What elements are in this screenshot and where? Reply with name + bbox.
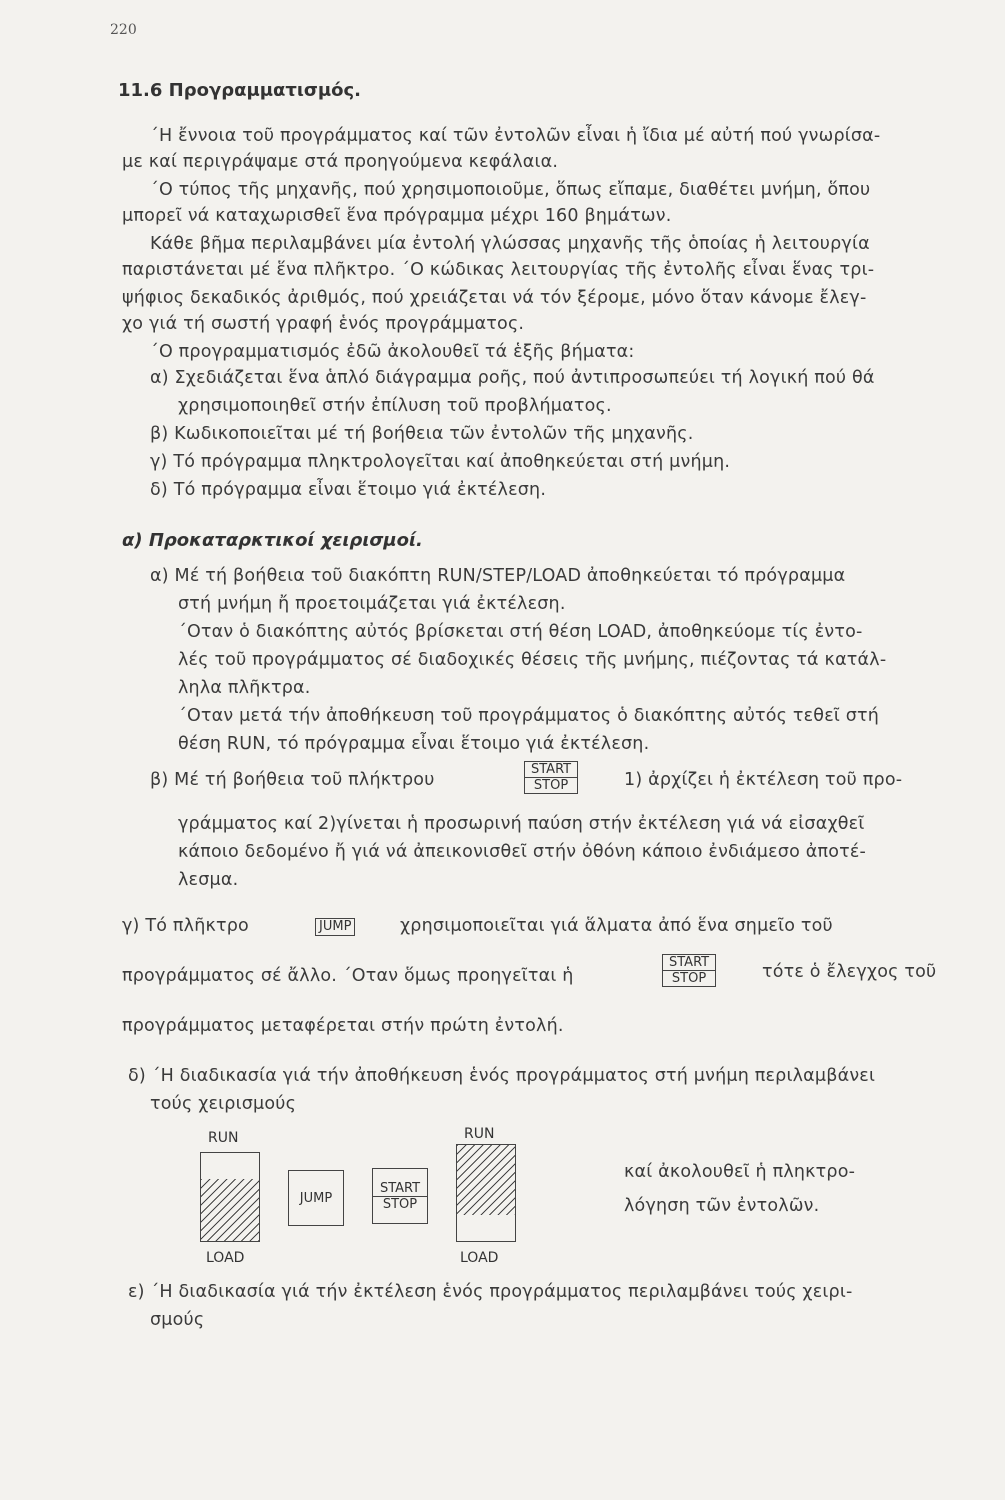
intro-line-7: ψήφιος δεκαδικός ἀριθμός, πού χρειάζεται νά τόν ξέρομε, μόνο ὅταν κάνομε ἔλεγ- <box>122 288 867 308</box>
switch1-load-position-hatch <box>201 1179 259 1241</box>
run-load-switch-1 <box>200 1152 260 1242</box>
intro-line-3: ΄Ο τύπος τῆς μηχανῆς, πού χρησιμοποιοῦμε, ὅπως εἴπαμε, διαθέτει μνήμη, ὅπου <box>150 180 871 200</box>
start-stop-key-diagram <box>372 1168 428 1224</box>
run-load-switch-2 <box>456 1144 516 1242</box>
switch1-run-label: RUN <box>208 1130 239 1146</box>
start-label-2: START <box>669 955 710 970</box>
switch2-run-position-hatch <box>457 1145 515 1215</box>
subsection-title: α) Προκαταρκτικοί χειρισμοί. <box>122 530 423 551</box>
intro-line-6: παριστάνεται μέ ἕνα πλῆκτρο. ΄Ο κώδικας λειτουργίας τῆς ἐντολῆς εἶναι ἕνας τρι- <box>122 260 875 280</box>
beta-line-4: λεσμα. <box>178 870 239 890</box>
alpha-line-3: ΄Οταν ὁ διακόπτης αὐτός βρίσκεται στή θέση LOAD, ἀποθηκεύομε τίς ἐντο- <box>178 622 863 642</box>
jump-label: JUMP <box>315 918 355 936</box>
alpha-line-1: α) Μέ τή βοήθεια τοῦ διακόπτη RUN/STEP/LOAD ἀποθηκεύεται τό πρόγραμμα <box>150 566 846 586</box>
delta-line-1: δ) ΄Η διαδικασία γιά τήν ἀποθήκευση ἑνός προγράμματος στή μνήμη περιλαμβάνει <box>128 1066 876 1086</box>
beta-line-1a: β) Μέ τή βοήθεια τοῦ πλήκτρου <box>150 770 435 790</box>
section-title: 11.6 Προγραμματισμός. <box>118 80 361 101</box>
step-delta-line: δ) Τό πρόγραμμα εἶναι ἕτοιμο γιά ἐκτέλεση. <box>150 480 547 500</box>
delta-line-2: τούς χειρισμούς <box>150 1094 297 1114</box>
gamma-line-3: προγράμματος μεταφέρεται στήν πρώτη ἐντολή. <box>122 1016 564 1036</box>
beta-line-3: κάποιο δεδομένο ἤ γιά νά ἀπεικονισθεῖ στήν ὀθόνη κάποιο ἐνδιάμεσο ἀποτέ- <box>178 842 867 862</box>
beta-line-2: γράμματος καί 2)γίνεται ἡ προσωρινή παύση στήν ἐκτέλεση γιά νά εἰσαχθεῖ <box>178 814 865 834</box>
alpha-line-6: ΄Οταν μετά τήν ἀποθήκευση τοῦ προγράμματος ὁ διακόπτης αὐτός τεθεῖ στή <box>178 706 880 726</box>
switch2-run-label: RUN <box>464 1126 495 1142</box>
intro-line-2: με καί περιγράψαμε στά προηγούμενα κεφάλαια. <box>122 152 559 172</box>
step-beta-line: β) Κωδικοποιεῖται μέ τή βοήθεια τῶν ἐντολῶν τῆς μηχανῆς. <box>150 424 694 444</box>
start-stop-key-inline-1 <box>524 761 578 794</box>
intro-line-4: μπορεῖ νά καταχωρισθεῖ ἕνα πρόγραμμα μέχρι 160 βημάτων. <box>122 206 672 226</box>
stop-label-2: STOP <box>663 970 715 986</box>
diagram-caption-line-1: καί ἀκολουθεῖ ἡ πληκτρο- <box>624 1162 856 1182</box>
jump-key-diagram <box>288 1170 344 1226</box>
beta-line-1b: 1) ἀρχίζει ἡ ἐκτέλεση τοῦ προ- <box>624 770 903 790</box>
gamma-line-2b: τότε ὁ ἔλεγχος τοῦ <box>762 962 937 982</box>
stop-label: STOP <box>525 777 577 793</box>
gamma-line-2a: προγράμματος σέ ἄλλο. ΄Οταν ὅμως προηγεῖται ἡ <box>122 966 574 986</box>
step-gamma-line: γ) Τό πρόγραμμα πληκτρολογεῖται καί ἀποθηκεύεται στή μνήμη. <box>150 452 731 472</box>
stop-key-diagram-label: STOP <box>373 1196 427 1212</box>
diagram-caption-line-2: λόγηση τῶν ἐντολῶν. <box>624 1196 820 1216</box>
page-number: 220 <box>110 22 137 38</box>
intro-line-1: ΄Η ἔννοια τοῦ προγράμματος καί τῶν ἐντολῶν εἶναι ἡ ἴδια μέ αὐτή πού γνωρίσα- <box>150 126 881 146</box>
intro-line-8: χο γιά τή σωστή γραφή ἑνός προγράμματος. <box>122 314 525 334</box>
start-stop-key-inline-2 <box>662 954 716 987</box>
gamma-line-1a: γ) Τό πλῆκτρο <box>122 916 249 936</box>
step-alpha-line-2: χρησιμοποιηθεῖ στήν ἐπίλυση τοῦ προβλήματος. <box>178 396 612 416</box>
alpha-line-7: θέση RUN, τό πρόγραμμα εἶναι ἕτοιμο γιά ἐκτέλεση. <box>178 734 650 754</box>
intro-line-9: ΄Ο προγραμματισμός ἐδῶ ἀκολουθεῖ τά ἑξῆς βήματα: <box>150 342 635 362</box>
step-alpha-line-1: α) Σχεδιάζεται ἕνα ἁπλό διάγραμμα ροῆς, πού ἀντιπροσωπεύει τή λογική πού θά <box>150 368 875 388</box>
gamma-line-1b: χρησιμοποιεῖται γιά ἅλματα ἀπό ἕνα σημεῖο τοῦ <box>400 916 833 936</box>
start-label: START <box>531 762 572 777</box>
switch1-load-label: LOAD <box>206 1250 245 1266</box>
alpha-line-2: στή μνήμη ἤ προετοιμάζεται γιά ἐκτέλεση. <box>178 594 566 614</box>
jump-key-inline <box>315 916 355 936</box>
epsilon-line-1: ε) ΄Η διαδικασία γιά τήν ἐκτέλεση ἑνός προγράμματος περιλαμβάνει τούς χειρι- <box>128 1282 853 1302</box>
intro-line-5: Κάθε βῆμα περιλαμβάνει μία ἐντολή γλώσσας μηχανῆς τῆς ὁποίας ἡ λειτουργία <box>150 234 870 254</box>
epsilon-line-2: σμούς <box>150 1310 205 1330</box>
jump-key-diagram-label: JUMP <box>299 1190 333 1206</box>
switch2-load-label: LOAD <box>460 1250 499 1266</box>
alpha-line-5: ληλα πλῆκτρα. <box>178 678 311 698</box>
start-key-diagram-label: START <box>379 1180 421 1196</box>
alpha-line-4: λές τοῦ προγράμματος σέ διαδοχικές θέσεις τῆς μνήμης, πιέζοντας τά κατάλ- <box>178 650 887 670</box>
